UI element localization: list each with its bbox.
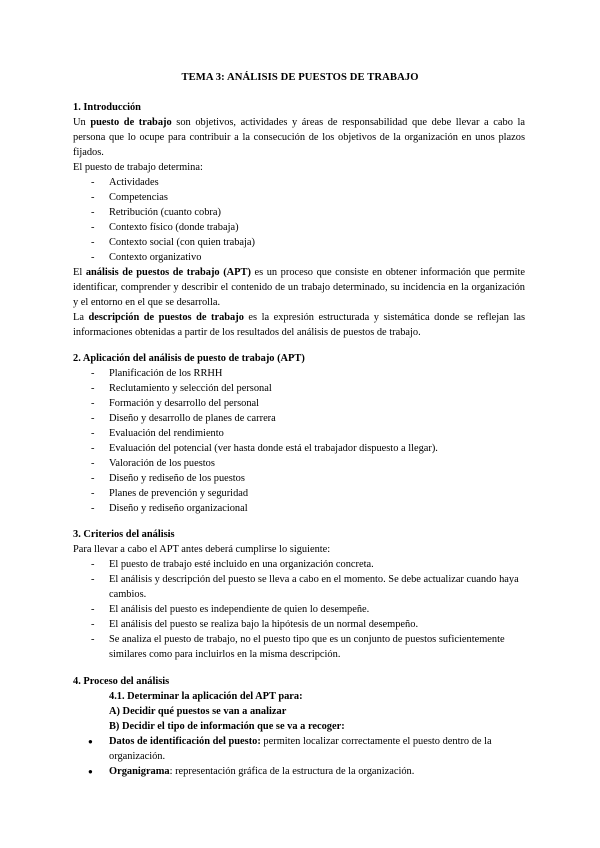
list-item: - Retribución (cuanto cobra) [73, 205, 525, 220]
criterios-list [73, 557, 525, 662]
subsection-a: A) Decidir qué puestos se van a analizar [109, 706, 287, 717]
list-item: - Reclutamiento y selección del personal [73, 381, 525, 396]
section-4-heading: 4. Proceso del análisis [73, 676, 170, 687]
list-item: - El análisis del puesto es independiente de quien lo desempeñe. [73, 602, 525, 617]
list-item: - Actividades [73, 175, 525, 190]
list-item: - El puesto de trabajo esté incluido en una organización concreta. [73, 557, 525, 572]
list-item: - Evaluación del potencial (ver hasta donde está el trabajador dispuesto a llegar). [73, 441, 525, 456]
list-item: ● Organigrama: representación gráfica de la estructura de la organización. [73, 764, 525, 779]
section-1-heading: 1. Introducción [73, 102, 141, 113]
list-item: - El análisis y descripción del puesto se lleva a cabo en el momento. Se debe actualizar cuando haya cambios. [73, 572, 525, 602]
list-item: - Diseño y rediseño organizacional [73, 501, 525, 516]
puesto-definition: Un puesto de trabajo son objetivos, actividades y áreas de responsabilidad que debe llevar a cabo la persona que lo ocupe para contribuir a la consecución de los objetivos de la organización en unos plazos fijados. [73, 117, 525, 158]
subsection-4-1: 4.1. Determinar la aplicación del APT para: [109, 691, 303, 702]
list-item: - Contexto social (con quien trabaja) [73, 235, 525, 250]
descripcion-definition: La descripción de puestos de trabajo es la expresión estructurada y sistemática donde se reflejan las informaciones obtenidas a partir de los resultados del análisis de puestos de trabajo. [73, 312, 525, 338]
section-introduccion [73, 100, 525, 340]
section-3-heading: 3. Criterios del análisis [73, 529, 175, 540]
list-item: - Planes de prevención y seguridad [73, 486, 525, 501]
subsection-b: B) Decidir el tipo de información que se va a recoger: [109, 721, 345, 732]
list-item: - Valoración de los puestos [73, 456, 525, 471]
apt-definition: El análisis de puestos de trabajo (APT) es un proceso que consiste en obtener información que permite identificar, comprender y describir el contenido de un trabajo determinado, su incidencia en la organización y el entorno en el que se desarrolla. [73, 267, 525, 308]
list-item: - Se analiza el puesto de trabajo, no el puesto tipo que es un conjunto de puestos suficientemente similares como para incluirlos en la misma descripción. [73, 632, 525, 662]
determina-list [73, 175, 525, 265]
list-item: - Planificación de los RRHH [73, 366, 525, 381]
informacion-list [73, 734, 525, 779]
list-item: - Evaluación del rendimiento [73, 426, 525, 441]
section-criterios [73, 527, 525, 662]
list-item: - Formación y desarrollo del personal [73, 396, 525, 411]
aplicacion-list [73, 366, 525, 516]
section-aplicacion [73, 351, 525, 516]
list-item: - Contexto físico (donde trabaja) [73, 220, 525, 235]
list-item: ● Datos de identificación del puesto: permiten localizar correctamente el puesto dentro de la organización. [73, 734, 525, 764]
section-proceso [73, 674, 525, 779]
list-item: - Diseño y desarrollo de planes de carrera [73, 411, 525, 426]
criterios-intro: Para llevar a cabo el APT antes deberá cumplirse lo siguiente: [73, 544, 331, 555]
determina-intro: El puesto de trabajo determina: [73, 162, 203, 173]
list-item: - Diseño y rediseño de los puestos [73, 471, 525, 486]
list-item: - El análisis del puesto se realiza bajo la hipótesis de un normal desempeño. [73, 617, 525, 632]
document-title: TEMA 3: ANÁLISIS DE PUESTOS DE TRABAJO [181, 72, 419, 83]
section-2-heading: 2. Aplicación del análisis de puesto de trabajo (APT) [73, 353, 305, 364]
list-item: - Competencias [73, 190, 525, 205]
list-item: - Contexto organizativo [73, 250, 525, 265]
